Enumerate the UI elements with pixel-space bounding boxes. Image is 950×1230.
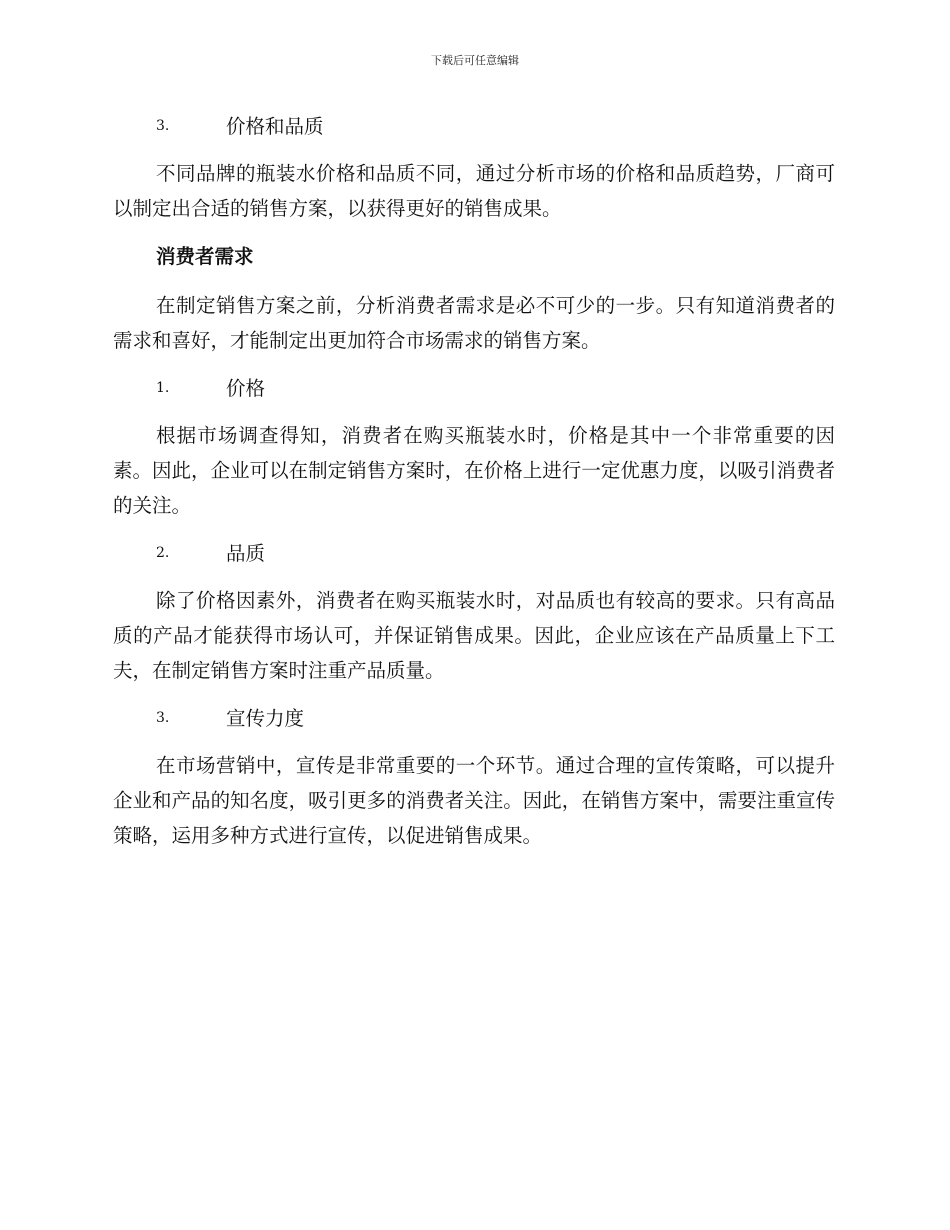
list-label: 价格和品质 (226, 115, 324, 138)
list-number: 1. (156, 380, 170, 396)
section-heading: 消费者需求 (156, 245, 254, 268)
paragraph: 在市场营销中，宣传是非常重要的一个环节。通过合理的宣传策略，可以提升企业和产品的知名度，吸引更多的消费者关注。因此，在销售方案中，需要注重宣传策略，运用多种方式进行宣传，以促进销售成果。 (113, 754, 835, 847)
document-body (113, 112, 835, 869)
list-number: 2. (156, 545, 170, 561)
list-label: 宣传力度 (226, 707, 305, 730)
list-number: 3. (156, 710, 170, 726)
page-header: 下载后可任意编辑 (431, 54, 519, 67)
list-item-quality (113, 539, 835, 568)
paragraph: 除了价格因素外，消费者在购买瓶装水时，对品质也有较高的要求。只有高品质的产品才能获得市场认可，并保证销售成果。因此，企业应该在产品质量上下工夫，在制定销售方案时注重产品质量。 (113, 589, 835, 682)
paragraph: 不同品牌的瓶装水价格和品质不同，通过分析市场的价格和品质趋势，厂商可以制定出合适的销售方案，以获得更好的销售成果。 (113, 162, 835, 220)
list-label: 价格 (226, 377, 266, 400)
paragraph: 根据市场调查得知，消费者在购买瓶装水时，价格是其中一个非常重要的因素。因此，企业可以在制定销售方案时，在价格上进行一定优惠力度，以吸引消费者的关注。 (113, 424, 835, 517)
list-item-price (113, 374, 835, 403)
paragraph: 在制定销售方案之前，分析消费者需求是必不可少的一步。只有知道消费者的需求和喜好，才能制定出更加符合市场需求的销售方案。 (113, 294, 835, 352)
list-item-promotion (113, 704, 835, 733)
list-number: 3. (156, 118, 170, 134)
list-label: 品质 (226, 542, 266, 565)
list-item-price-quality (113, 112, 835, 141)
